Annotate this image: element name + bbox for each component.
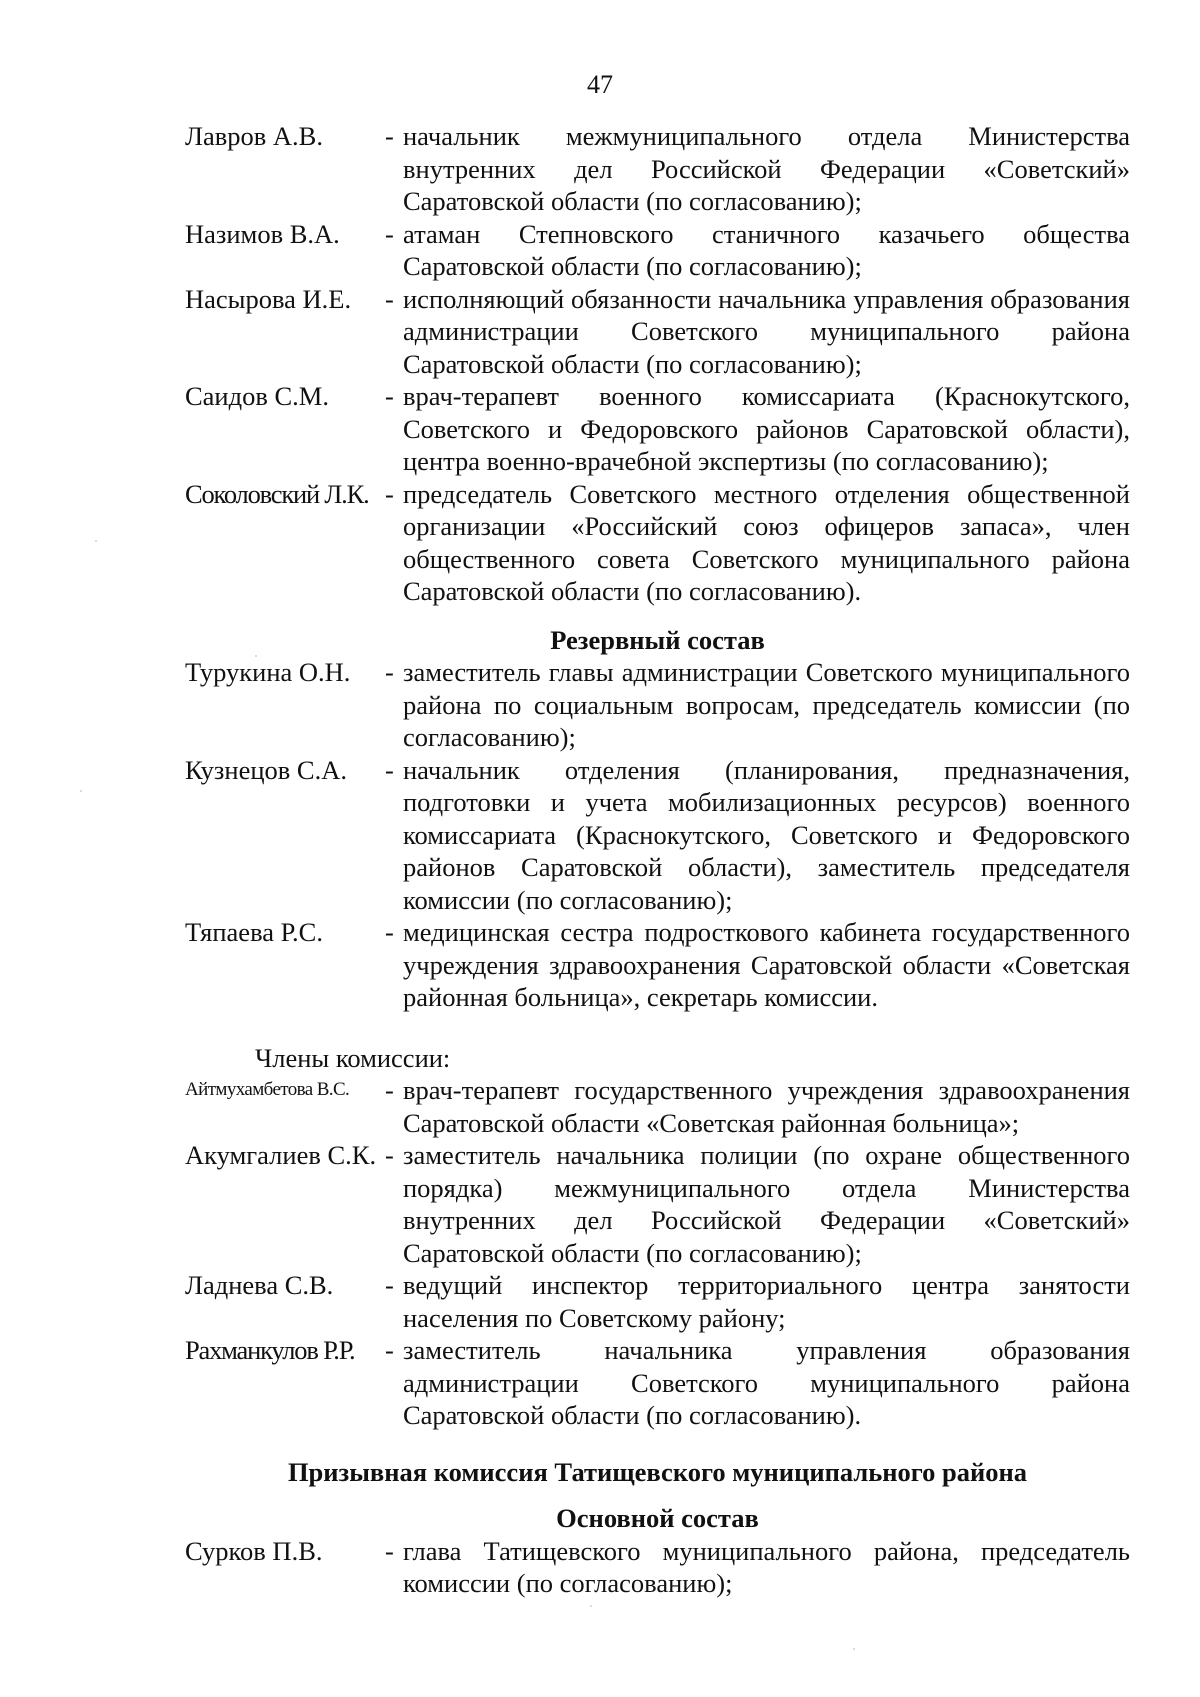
member-entry bbox=[185, 1139, 1130, 1269]
dash: - bbox=[385, 1270, 394, 1300]
member-position: начальник межмуниципального отдела Министерства внутренних дел Российской Федерации «Советский» Саратовской области (по согласованию); bbox=[403, 121, 1130, 216]
member-position: заместитель начальника полиции (по охране общественного порядка) межмуниципального отдела Министерства внутренних дел Российской Федерации «Советский» Саратовской области (по согласованию); bbox=[403, 1140, 1130, 1268]
dash: - bbox=[385, 1075, 394, 1105]
member-position: глава Татищевского муниципального района, председатель комиссии (по согласованию); bbox=[403, 1535, 1130, 1598]
document-content bbox=[185, 120, 1130, 1600]
member-position: председатель Советского местного отделения общественной организации «Российский союз офицеров запаса», член общественного совета Советского муниципального района Саратовской области (по согласованию). bbox=[403, 478, 1130, 606]
member-entry bbox=[185, 656, 1130, 754]
member-entry bbox=[185, 916, 1130, 1014]
member-position: ведущий инспектор территориального центра занятости населения по Советскому району; bbox=[403, 1270, 1130, 1333]
member-entry bbox=[185, 1074, 1130, 1139]
member-name: Соколовский Л.К. bbox=[185, 478, 369, 509]
member-name: Лавров А.В. bbox=[185, 121, 323, 151]
member-entry bbox=[185, 1535, 1130, 1600]
member-name: Насырова И.Е. bbox=[185, 283, 352, 314]
dash: - bbox=[385, 478, 394, 509]
scan-speck bbox=[255, 655, 257, 657]
reserve-heading: Резервный состав bbox=[550, 624, 765, 655]
dash: - bbox=[385, 1535, 394, 1566]
dash: - bbox=[385, 657, 394, 687]
dash: - bbox=[385, 218, 394, 249]
scan-speck bbox=[95, 540, 97, 542]
member-entry bbox=[185, 218, 1130, 283]
member-name: Сурков П.В. bbox=[185, 1535, 323, 1566]
member-name: Тяпаева Р.С. bbox=[185, 917, 323, 947]
member-entry bbox=[185, 380, 1130, 478]
member-position: врач-терапевт военного комиссариата (Краснокутского, Советского и Федоровского районов Саратовской области), центра военно-врачебной экспертизы (по согласованию); bbox=[403, 381, 1130, 476]
member-position: начальник отделения (планирования, предназначения, подготовки и учета мобилизационных ресурсов) военного комиссариата (Краснокутского, Советского и Федоровского районов Саратовской области), заместитель председателя комиссии (по согласованию); bbox=[403, 754, 1130, 915]
dash: - bbox=[385, 283, 394, 314]
dash: - bbox=[385, 121, 394, 151]
page-number: 47 bbox=[587, 70, 613, 99]
member-entry bbox=[185, 478, 1130, 608]
member-position: исполняющий обязанности начальника управления образования администрации Советского муниципального района Саратовской области (по согласованию); bbox=[403, 283, 1130, 379]
dash: - bbox=[385, 1140, 394, 1170]
member-entry bbox=[185, 1269, 1130, 1334]
scan-speck bbox=[853, 1648, 855, 1650]
member-name: Турукина О.Н. bbox=[185, 657, 351, 687]
member-name: Саидов С.М. bbox=[185, 381, 329, 411]
member-entry bbox=[185, 120, 1130, 218]
member-entry bbox=[185, 283, 1130, 381]
member-position: врач-терапевт государственного учреждения здравоохранения Саратовской области «Советская районная больница»; bbox=[403, 1075, 1130, 1138]
members-label: Члены комиссии: bbox=[255, 1042, 451, 1073]
dash: - bbox=[385, 381, 394, 411]
dash: - bbox=[385, 754, 394, 785]
member-position: медицинская сестра подросткового кабинета государственного учреждения здравоохранения Саратовской области «Советская районная больница», секретарь комиссии. bbox=[403, 917, 1130, 1012]
member-entry bbox=[185, 754, 1130, 917]
member-name: Кузнецов С.А. bbox=[185, 754, 347, 785]
scan-speck bbox=[590, 1605, 592, 1607]
member-position: заместитель начальника управления образования администрации Советского муниципального района Саратовской области (по согласованию). bbox=[403, 1335, 1130, 1430]
dash: - bbox=[385, 1335, 394, 1365]
main-composition-heading: Основной состав bbox=[556, 1503, 759, 1533]
member-position: заместитель главы администрации Советского муниципального района по социальным вопросам, председатель комиссии (по согласованию); bbox=[403, 657, 1130, 752]
member-entry bbox=[185, 1334, 1130, 1432]
member-position: атаман Степновского станичного казачьего общества Саратовской области (по согласованию); bbox=[403, 218, 1130, 281]
member-name: Ладнева С.В. bbox=[185, 1270, 334, 1300]
member-name: Назимов В.А. bbox=[185, 218, 340, 249]
scan-speck bbox=[80, 790, 82, 792]
member-name: Акумгалиев С.К. bbox=[185, 1140, 377, 1170]
commission-heading: Призывная комиссия Татищевского муниципального района bbox=[287, 1456, 1028, 1487]
member-name: Айтмухамбетова В.С. bbox=[185, 1079, 350, 1100]
member-name: Рахманкулов Р.Р. bbox=[185, 1335, 355, 1365]
dash: - bbox=[385, 917, 394, 947]
